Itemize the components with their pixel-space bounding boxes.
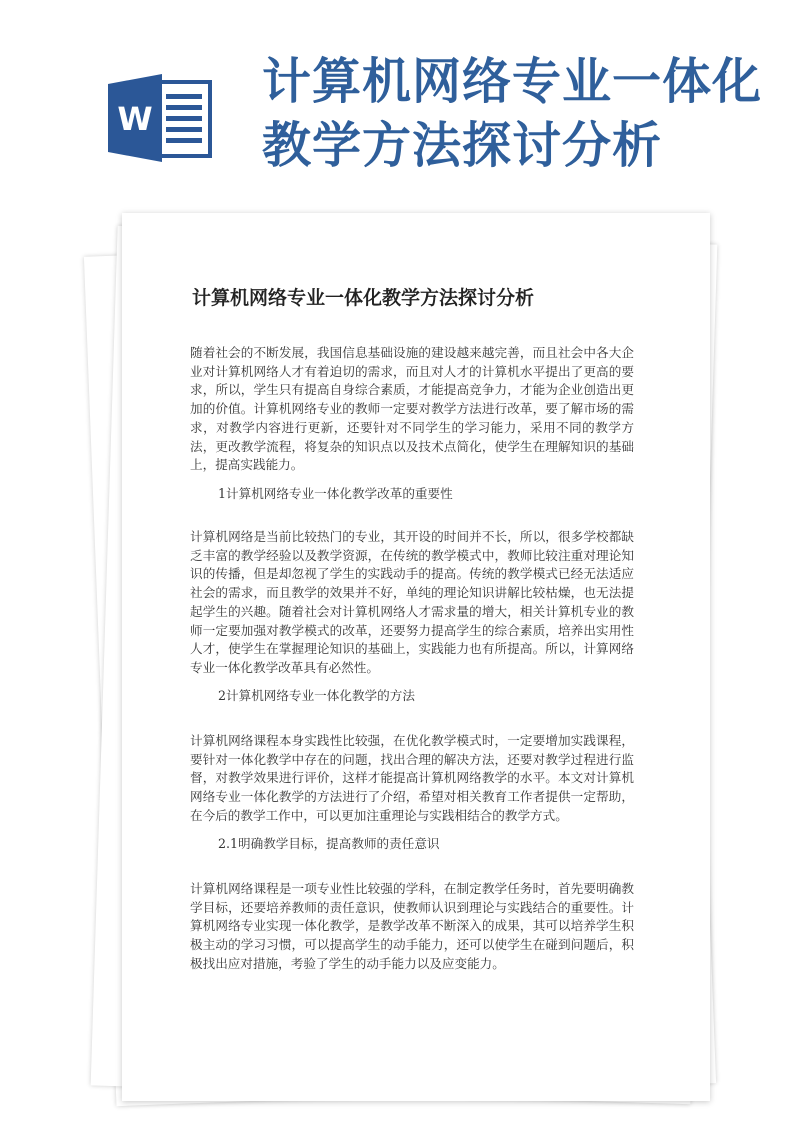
svg-text:W: W xyxy=(117,100,153,138)
word-document-icon xyxy=(108,74,216,162)
page-heading-line-2: 教学方法探讨分析 xyxy=(262,117,663,174)
document-page xyxy=(122,213,710,1101)
paragraph-section-2: 计算机网络课程本身实践性比较强，在优化教学模式时，一定要增加实践课程，要针对一体化教学中存在的问题，找出合理的解决方法，还要对教学过程进行监督，对教学效果进行评价，这样才能提高计算机网络教学的水平。本文对计算机网络专业一体化教学的方法进行了介绍，希望对相关教育工作者提供一定帮助，在今后的教学工作中，可以更加注重理论与实践相结合的教学方式。 xyxy=(190,733,634,823)
document-title: 计算机网络专业一体化教学方法探讨分析 xyxy=(192,287,535,309)
page-heading-line-1: 计算机网络专业一体化 xyxy=(262,53,763,110)
paragraph-intro: 随着社会的不断发展，我国信息基础设施的建设越来越完善，而且社会中各大企业对计算机网络人才有着迫切的需求，而且对人才的计算机水平提出了更高的要求，所以，学生只有提高自身综合素质，才能提高竞争力，才能为企业创造出更加的价值。计算机网络专业的教师一定要对教学方法进行改革，要了解市场的需求，对教学内容进行更新，还要针对不同学生的学习能力，采用不同的教学方法，更改教学流程，将复杂的知识点以及技术点简化，使学生在理解知识的基础上，提高实践能力。 xyxy=(190,345,634,473)
header xyxy=(0,0,800,205)
paragraph-section-2-1: 计算机网络课程是一项专业性比较强的学科，在制定教学任务时，首先要明确教学目标，还要培养教师的责任意识，使教师认识到理论与实践结合的重要性。计算机网络专业实现一体化教学，是教学改革不断深入的成果，其可以培养学生积极主动的学习习惯，可以提高学生的动手能力，还可以使学生在碰到问题后，积极找出应对措施，考验了学生的动手能力以及应变能力。 xyxy=(190,881,634,971)
section-heading-2: 2计算机网络专业一体化教学的方法 xyxy=(218,688,415,703)
page-heading xyxy=(262,50,782,178)
section-heading-1: 1计算机网络专业一体化教学改革的重要性 xyxy=(218,486,453,501)
section-heading-2-1: 2.1明确教学目标，提高教师的责任意识 xyxy=(218,836,440,851)
paragraph-section-1: 计算机网络是当前比较热门的专业，其开设的时间并不长，所以，很多学校都缺乏丰富的教学经验以及教学资源，在传统的教学模式中，教师比较注重对理论知识的传播，但是却忽视了学生的实践动手的提高。传统的教学模式已经无法适应社会的需求，而且教学的效果并不好，单纯的理论知识讲解比较枯燥，也无法提起学生的兴趣。随着社会对计算机网络人才需求量的增大，相关计算机专业的教师一定要加强对教学模式的改革，还要努力提高学生的综合素质，培养出实用性人才，使学生在掌握理论知识的基础上，实践能力也有所提高。所以，计算网络专业一体化教学改革具有必然性。 xyxy=(190,529,634,675)
